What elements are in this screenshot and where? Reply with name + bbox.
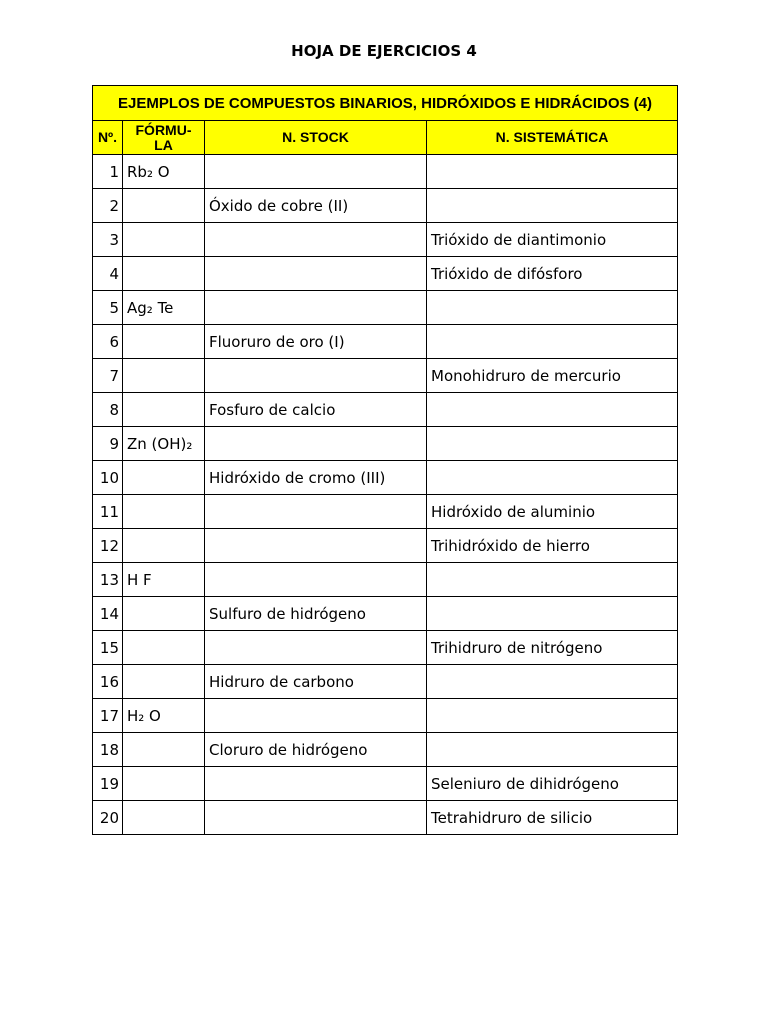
- row-number-cell: 12: [93, 529, 123, 563]
- stock-name-cell: [205, 223, 427, 257]
- row-number-cell: 16: [93, 665, 123, 699]
- stock-name-cell: [205, 801, 427, 835]
- formula-cell: [123, 733, 205, 767]
- formula-cell: [123, 767, 205, 801]
- row-number-cell: 8: [93, 393, 123, 427]
- formula-cell: [123, 665, 205, 699]
- table-row: [93, 461, 678, 495]
- formula-cell: H F: [123, 563, 205, 597]
- row-number-cell: 13: [93, 563, 123, 597]
- page-title: HOJA DE EJERCICIOS 4: [291, 42, 477, 60]
- formula-cell: H₂ O: [123, 699, 205, 733]
- formula-cell: [123, 801, 205, 835]
- stock-name-cell: [205, 359, 427, 393]
- table-row: [93, 189, 678, 223]
- stock-name-cell: Óxido de cobre (II): [205, 189, 427, 223]
- stock-name-cell: Fluoruro de oro (I): [205, 325, 427, 359]
- formula-cell: Ag₂ Te: [123, 291, 205, 325]
- systematic-name-cell: Trióxido de diantimonio: [427, 223, 678, 257]
- header-formula: FÓRMU- LA: [123, 121, 205, 155]
- systematic-name-cell: Trióxido de difósforo: [427, 257, 678, 291]
- stock-name-cell: [205, 427, 427, 461]
- row-number-cell: 6: [93, 325, 123, 359]
- header-number: Nº.: [93, 121, 123, 155]
- table-body: [93, 155, 678, 835]
- table-row: [93, 359, 678, 393]
- systematic-name-cell: [427, 189, 678, 223]
- systematic-name-cell: Monohidruro de mercurio: [427, 359, 678, 393]
- row-number-cell: 19: [93, 767, 123, 801]
- systematic-name-cell: [427, 461, 678, 495]
- systematic-name-cell: [427, 291, 678, 325]
- table-row: [93, 155, 678, 189]
- header-systematic: N. SISTEMÁTICA: [427, 121, 678, 155]
- formula-cell: Rb₂ O: [123, 155, 205, 189]
- formula-cell: [123, 393, 205, 427]
- systematic-name-cell: [427, 699, 678, 733]
- stock-name-cell: Hidruro de carbono: [205, 665, 427, 699]
- systematic-name-cell: [427, 597, 678, 631]
- row-number-cell: 2: [93, 189, 123, 223]
- formula-cell: [123, 359, 205, 393]
- table-row: [93, 597, 678, 631]
- formula-cell: [123, 495, 205, 529]
- table-row: [93, 563, 678, 597]
- systematic-name-cell: Trihidruro de nitrógeno: [427, 631, 678, 665]
- stock-name-cell: [205, 291, 427, 325]
- systematic-name-cell: Tetrahidruro de silicio: [427, 801, 678, 835]
- row-number-cell: 5: [93, 291, 123, 325]
- systematic-name-cell: [427, 733, 678, 767]
- systematic-name-cell: [427, 325, 678, 359]
- table-row: [93, 631, 678, 665]
- table-row: [93, 427, 678, 461]
- stock-name-cell: [205, 495, 427, 529]
- stock-name-cell: [205, 631, 427, 665]
- row-number-cell: 14: [93, 597, 123, 631]
- row-number-cell: 1: [93, 155, 123, 189]
- row-number-cell: 17: [93, 699, 123, 733]
- table-row: [93, 393, 678, 427]
- table-row: [93, 325, 678, 359]
- stock-name-cell: Fosfuro de calcio: [205, 393, 427, 427]
- exercise-table: [92, 85, 678, 835]
- systematic-name-cell: [427, 393, 678, 427]
- stock-name-cell: Sulfuro de hidrógeno: [205, 597, 427, 631]
- formula-cell: Zn (OH)₂: [123, 427, 205, 461]
- table-row: [93, 223, 678, 257]
- systematic-name-cell: [427, 665, 678, 699]
- systematic-name-cell: Trihidróxido de hierro: [427, 529, 678, 563]
- formula-cell: [123, 597, 205, 631]
- systematic-name-cell: Hidróxido de aluminio: [427, 495, 678, 529]
- stock-name-cell: Cloruro de hidrógeno: [205, 733, 427, 767]
- stock-name-cell: [205, 767, 427, 801]
- table-row: [93, 257, 678, 291]
- stock-name-cell: [205, 155, 427, 189]
- systematic-name-cell: [427, 427, 678, 461]
- table-row: [93, 699, 678, 733]
- formula-cell: [123, 325, 205, 359]
- formula-cell: [123, 223, 205, 257]
- row-number-cell: 18: [93, 733, 123, 767]
- stock-name-cell: [205, 563, 427, 597]
- table-row: [93, 495, 678, 529]
- table-row: [93, 665, 678, 699]
- row-number-cell: 10: [93, 461, 123, 495]
- table-row: [93, 529, 678, 563]
- row-number-cell: 7: [93, 359, 123, 393]
- systematic-name-cell: [427, 155, 678, 189]
- row-number-cell: 15: [93, 631, 123, 665]
- stock-name-cell: [205, 529, 427, 563]
- stock-name-cell: [205, 257, 427, 291]
- stock-name-cell: Hidróxido de cromo (III): [205, 461, 427, 495]
- table-row: [93, 291, 678, 325]
- formula-cell: [123, 631, 205, 665]
- table-row: [93, 801, 678, 835]
- table-banner: EJEMPLOS DE COMPUESTOS BINARIOS, HIDRÓXIDOS E HIDRÁCIDOS (4): [93, 86, 678, 121]
- row-number-cell: 4: [93, 257, 123, 291]
- formula-cell: [123, 529, 205, 563]
- table-row: [93, 767, 678, 801]
- formula-cell: [123, 257, 205, 291]
- row-number-cell: 9: [93, 427, 123, 461]
- systematic-name-cell: Seleniuro de dihidrógeno: [427, 767, 678, 801]
- formula-cell: [123, 461, 205, 495]
- row-number-cell: 20: [93, 801, 123, 835]
- table-row: [93, 733, 678, 767]
- formula-cell: [123, 189, 205, 223]
- systematic-name-cell: [427, 563, 678, 597]
- stock-name-cell: [205, 699, 427, 733]
- header-stock: N. STOCK: [205, 121, 427, 155]
- row-number-cell: 3: [93, 223, 123, 257]
- row-number-cell: 11: [93, 495, 123, 529]
